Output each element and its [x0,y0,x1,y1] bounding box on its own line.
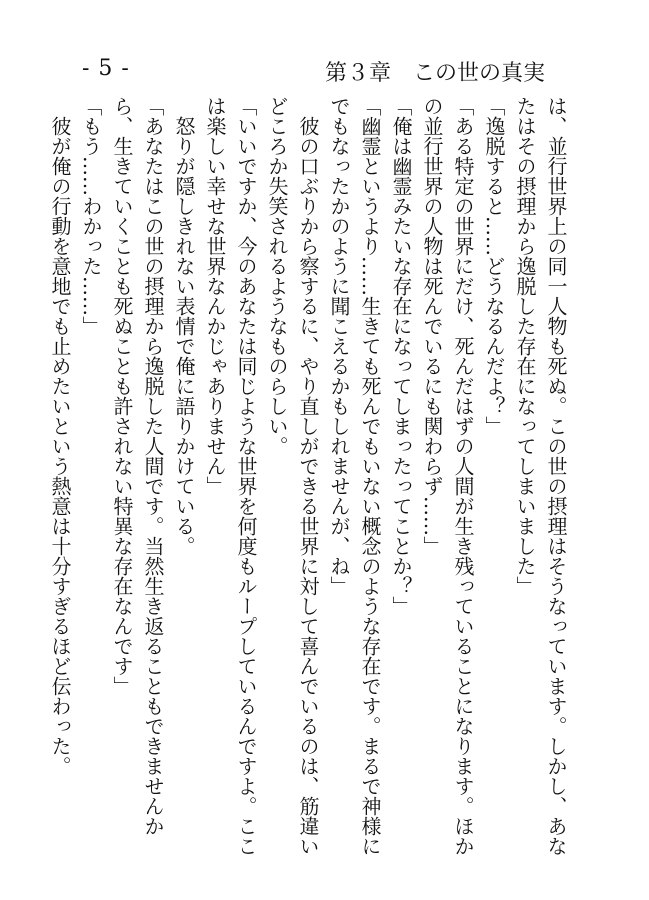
text-line: たはその摂理から逸脱した存在になってしまいました」 [513,96,537,596]
text-line: どころか失笑されるようなものらしい。 [265,96,289,456]
vertical-body-text [44,96,571,876]
text-line: は、並行世界上の同一人物も死ぬ。この世の摂理はそうなっています。しかし、あな [544,96,568,856]
text-line: 「あなたはこの世の摂理から逸脱した人間です。当然生き返ることもできませんか [141,96,165,836]
text-line: でもなったかのように聞こえるかもしれませんが、ね」 [327,96,351,596]
text-line: 彼の口ぶりから察するに、やり直しができる世界に対して喜んでいるのは、筋違い [296,96,320,856]
text-line: 「幽霊というより……生きても死んでもいない概念のような存在です。まるで神様に [358,96,382,856]
text-line: 怒りが隠しきれない表情で俺に語りかけている。 [172,96,196,556]
text-line: 「もう……わかった……」 [79,96,103,336]
text-line: 彼が俺の行動を意地でも止めたいという熱意は十分すぎるほど伝わった。 [48,96,72,776]
chapter-title: 第３章 この世の真実 [324,61,545,86]
text-line: 「逸脱すると……どうなるんだよ？」 [482,96,506,436]
text-line: は楽しい幸せな世界なんかじゃありません」 [203,96,227,496]
text-line: ら、生きていくことも死ぬことも許されない特異な存在なんです」 [110,96,134,696]
text-line: 「いいですか、今のあなたは同じような世界を何度もループしているんですよ。ここ [234,96,258,856]
text-line: 「俺は幽霊みたいな存在になってしまったってことか？」 [389,96,413,616]
page-number: - 5 - [82,56,130,81]
text-line: 「ある特定の世界にだけ、死んだはずの人間が生き残っていることになります。ほか [451,96,475,856]
text-line: の並行世界の人物は死んでいるにも関わらず……」 [420,96,444,556]
